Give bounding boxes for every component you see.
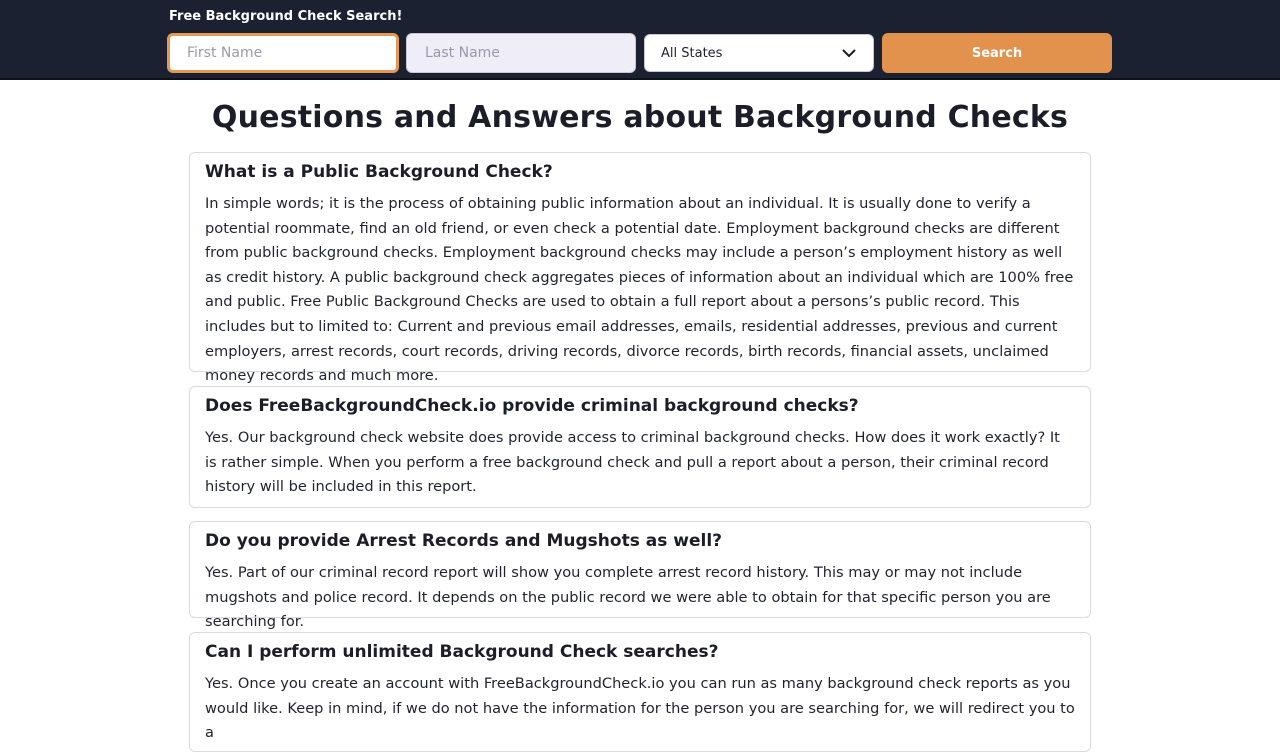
faq-answer: In simple words; it is the process of obtaining public information about an individual. It is usually done to verify a potential roommate, find an old friend, or even check a potential date. Employment background checks are different from public background checks. Employment background checks may include a person’s employment history as well as credit history. A public background check aggregates pieces of information about an individual which are 100% free and public. Free Public Background Checks are used to obtain a full report about a persons’s public record. This includes but to limited to: Current and previous email addresses, emails, residential addresses, previous and current employers, arrest records, court records, driving records, divorce records, birth records, financial assets, unclaimed money records and much more. [205,195,1074,385]
first-name-input[interactable] [167,33,399,73]
faq-question: Do you provide Arrest Records and Mugshots as well? [205,531,723,551]
faq-answer: Yes. Part of our criminal record report will show you complete arrest record history. This may or may not include mugshots and police record. It depends on the public record we were able to obtain for that specific person you are searching for. [205,564,1051,631]
faq-question: What is a Public Background Check? [205,162,553,182]
search-header [0,0,1280,80]
faq-card [189,521,1091,631]
search-button[interactable]: Search [882,33,1112,73]
state-select-value: All States [661,45,723,61]
chevron-down-icon [841,45,857,61]
faq-card [189,386,1091,508]
faq-question: Does FreeBackgroundCheck.io provide criminal background checks? [205,396,859,416]
search-title: Free Background Check Search! [169,9,403,24]
page-title: Questions and Answers about Background Checks [211,100,1069,135]
faq-card [189,152,1091,385]
faq-question: Can I perform unlimited Background Check searches? [205,642,719,662]
last-name-input[interactable] [406,33,636,73]
faq-card [189,632,1091,752]
faq-answer: Yes. Once you create an account with FreeBackgroundCheck.io you can run as many background check reports as you would like. Keep in mind, if we do not have the information for the person you are searching for, we will redirect you to a [205,675,1075,742]
faq-answer: Yes. Our background check website does provide access to criminal background checks. How does it work exactly? It is rather simple. When you perform a free background check and pull a report about a person, their criminal record history will be included in this report. [205,429,1060,496]
state-select[interactable] [644,34,874,72]
